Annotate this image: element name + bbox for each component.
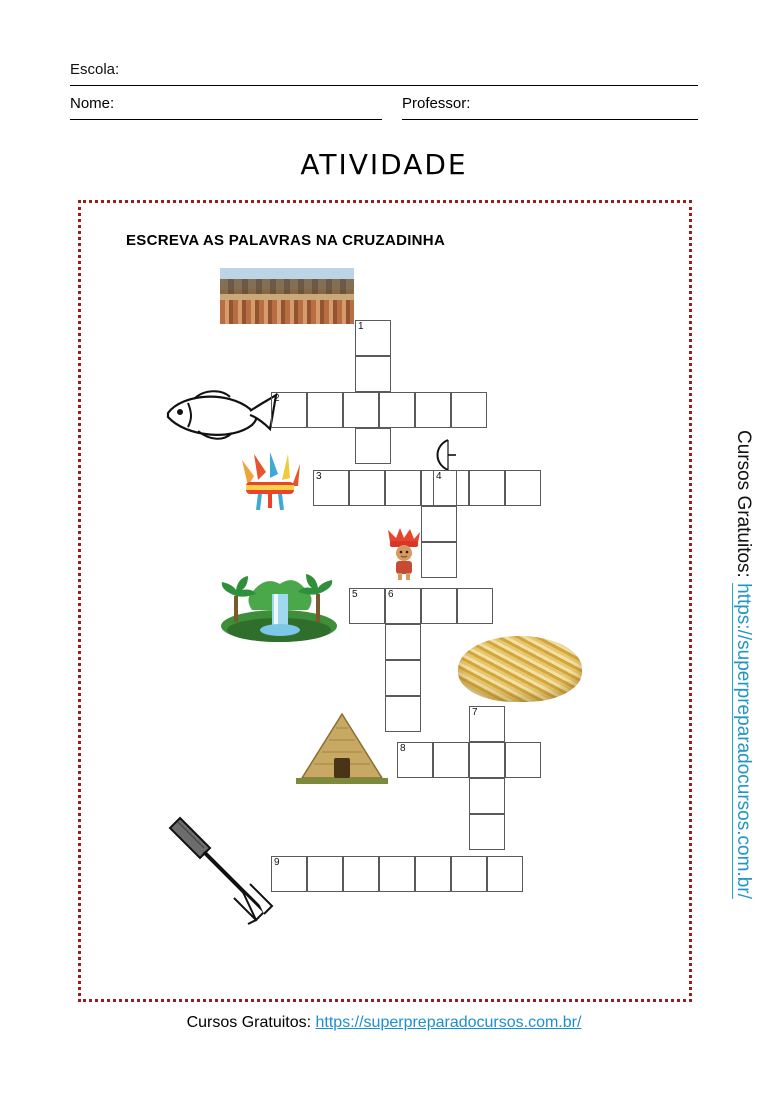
crossword-clue-number: 1: [358, 321, 364, 332]
crossword-cell[interactable]: [307, 392, 343, 428]
crossword-cell[interactable]: [313, 470, 349, 506]
crossword-cell[interactable]: [505, 470, 541, 506]
crossword-cell[interactable]: [385, 588, 421, 624]
crossword-cell[interactable]: [355, 428, 391, 464]
crossword-cell[interactable]: [421, 588, 457, 624]
crossword-cell[interactable]: [469, 742, 505, 778]
crossword-cell[interactable]: [379, 856, 415, 892]
crossword-clue-number: 6: [388, 589, 394, 600]
crossword-cell[interactable]: [349, 470, 385, 506]
crossword-cell[interactable]: [385, 660, 421, 696]
page-title: ATIVIDADE: [300, 148, 468, 181]
bow-drawing: [424, 438, 458, 472]
hut-oca-image: [296, 712, 388, 784]
crossword-cell[interactable]: [355, 356, 391, 392]
crossword-cell[interactable]: [451, 392, 487, 428]
crossword-clue-number: 3: [316, 471, 322, 482]
crossword-clue-number: 8: [400, 743, 406, 754]
crossword-clue-number: 9: [274, 857, 280, 868]
crossword-cell[interactable]: [469, 814, 505, 850]
headdress-drawing: [238, 452, 302, 510]
crossword-cell[interactable]: [487, 856, 523, 892]
indian-village-photo: [220, 268, 354, 324]
crossword-cell[interactable]: [355, 320, 391, 356]
crossword-cell[interactable]: [385, 696, 421, 732]
crossword-cell[interactable]: [421, 470, 457, 506]
crossword-clue-number: 7: [472, 707, 478, 718]
footer-link[interactable]: https://superpreparadocursos.com.br/: [315, 1014, 582, 1031]
crossword-cell[interactable]: [385, 470, 421, 506]
student-header-fields: [70, 56, 698, 120]
crossword-clue-number: 5: [352, 589, 358, 600]
crossword-cell[interactable]: [433, 742, 469, 778]
arrow-drawing: [164, 812, 288, 926]
crossword-cell[interactable]: [457, 588, 493, 624]
crossword-cell[interactable]: [271, 856, 307, 892]
name-label: Nome:: [70, 95, 115, 112]
crossword-cell[interactable]: [469, 706, 505, 742]
crossword-cell[interactable]: [415, 856, 451, 892]
footer-credit: [0, 1014, 768, 1032]
crossword-clue-number: 2: [274, 393, 280, 404]
teacher-label: Professor:: [402, 95, 471, 112]
side-watermark-link[interactable]: https://superpreparadocursos.com.br/: [733, 583, 754, 899]
straw-image: [458, 636, 582, 702]
crossword-cell[interactable]: [505, 742, 541, 778]
fish-drawing: [158, 385, 278, 445]
name-teacher-field-row: [70, 90, 698, 120]
indian-child-figure: [382, 528, 426, 580]
crossword-cell[interactable]: [469, 470, 505, 506]
crossword-cell[interactable]: [421, 542, 457, 578]
crossword-cell[interactable]: [343, 392, 379, 428]
crossword-cell[interactable]: [451, 856, 487, 892]
crossword-cell[interactable]: [349, 588, 385, 624]
school-field-row: [70, 56, 698, 86]
crossword-cell[interactable]: [343, 856, 379, 892]
crossword-cell[interactable]: [271, 392, 307, 428]
side-watermark-text: [726, 430, 754, 899]
crossword-clue-number: 4: [436, 471, 442, 482]
crossword-cell[interactable]: [421, 506, 457, 542]
instruction-text: ESCREVA AS PALAVRAS NA CRUZADINHA: [126, 232, 446, 249]
name-write-line[interactable]: [70, 119, 382, 120]
footer-prefix: Cursos Gratuitos:: [186, 1014, 316, 1031]
crossword-cell[interactable]: [385, 624, 421, 660]
crossword-cell[interactable]: [307, 856, 343, 892]
crossword-cell[interactable]: [469, 778, 505, 814]
crossword-cell[interactable]: [379, 392, 415, 428]
nature-waterfall-image: [218, 560, 340, 644]
crossword-cell[interactable]: [397, 742, 433, 778]
teacher-write-line[interactable]: [402, 119, 698, 120]
school-label: Escola:: [70, 61, 120, 78]
side-watermark-prefix: Cursos Gratuitos:: [733, 430, 754, 584]
crossword-cell[interactable]: [415, 392, 451, 428]
school-write-line[interactable]: [70, 85, 698, 86]
